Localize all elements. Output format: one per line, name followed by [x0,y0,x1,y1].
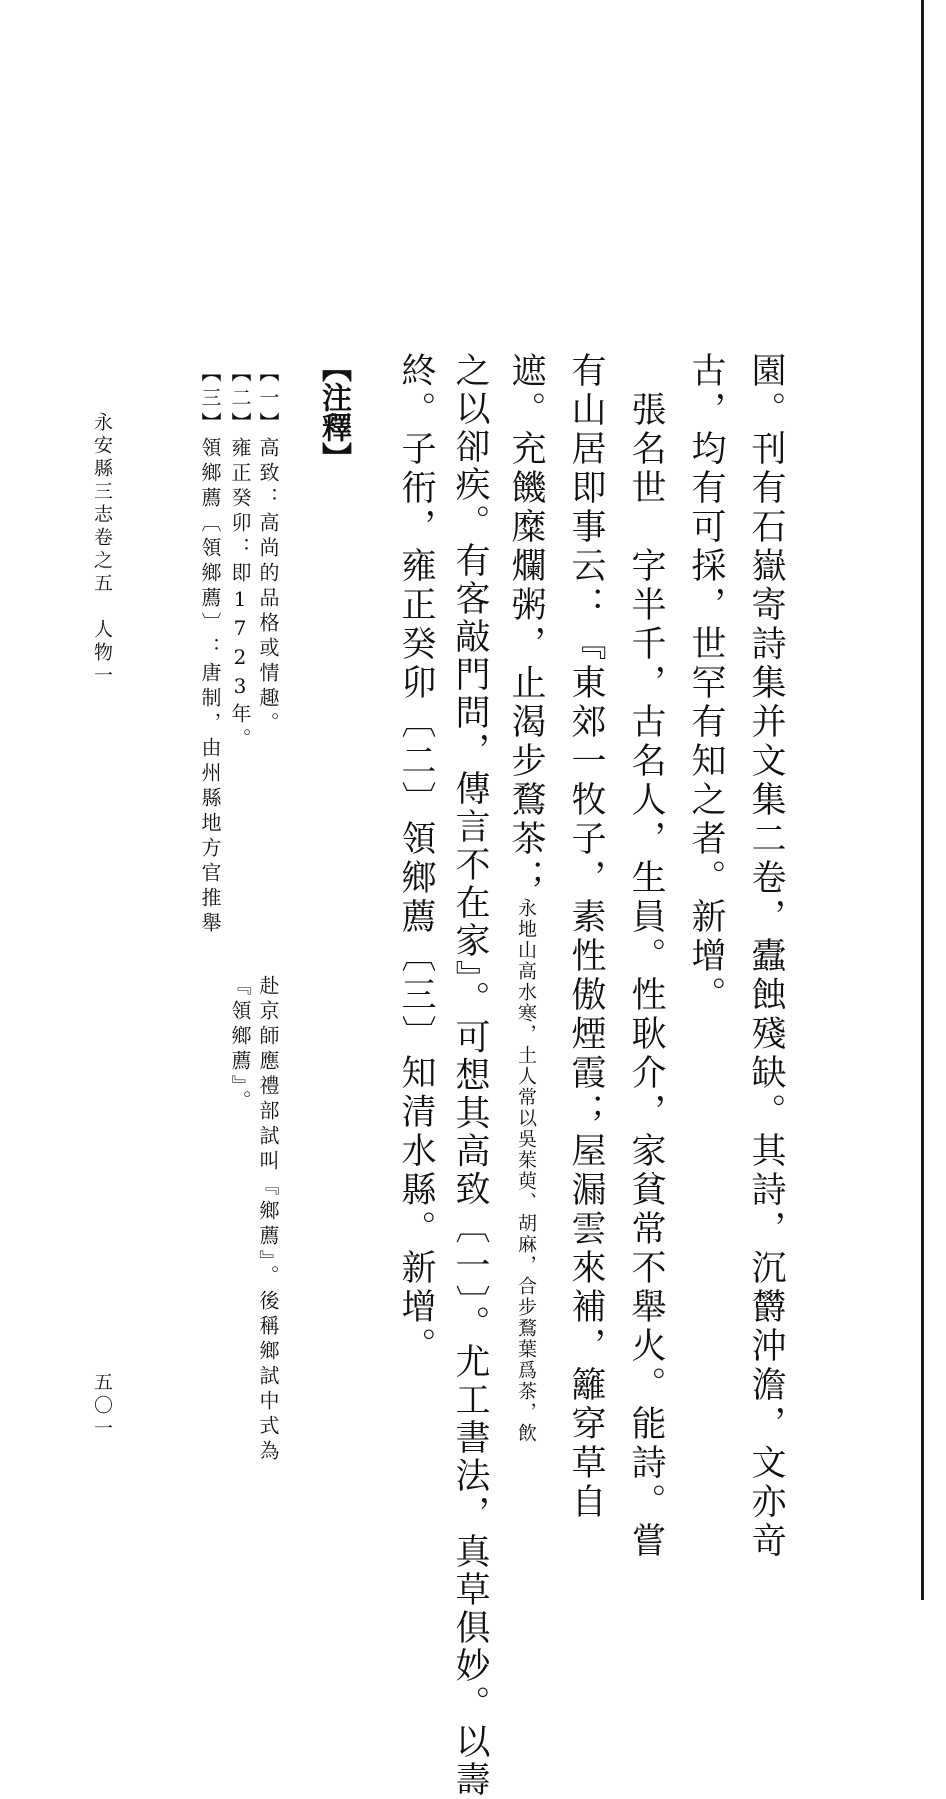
note-item-1: 【一】高致：高尚的品格或情趣。 [256,362,280,737]
note-item-3: 【三】領鄉薦〔領鄉薦〕：唐制，由州縣地方官推舉 [198,362,222,937]
main-text-column-2: 古，均有可採，世罕有知之者。新增。 [686,352,726,1015]
main-text-column-1: 園。刊有石嶽寄詩集并文集二卷，蠹蝕殘缺。其詩，沉欝沖澹，文亦竒 [746,352,786,1561]
page-edge-line [921,0,924,1600]
note-continuation-2: 『領鄉薦』。 [228,975,252,1115]
page-number: 五〇一 [91,1372,113,1441]
main-text-column-5 [506,352,546,1444]
main-text-column-4: 有山居即事云：『東郊一牧子，素性傲煙霞；屋漏雲來補，籬穿草自 [566,352,606,1522]
main-text-column-3: 張名世 字半千，古名人，生員。性耿介，家貧常不舉火。能詩。嘗 [626,352,666,1561]
main-text-column-6-text: 之以卻疾。有客敲門問，傳言不在家』。可想其高致〔一〕。尤工書法，真草俱妙。以壽 [450,352,490,1799]
running-title: 永安縣三志卷之五 人物一 [91,412,113,688]
notes-heading: 【注釋】 [316,352,351,472]
main-text-column-7: 終。子衎，雍正癸卯〔二〕領鄉薦〔三〕知清水縣。新增。 [396,352,436,1366]
note-continuation-1: 赴京師應禮部試叫『鄉薦』。後稱鄉試中式為 [256,975,280,1465]
main-text-column-5-text: 遮。充饑糜爛粥，止渴步鶩茶； [506,352,546,898]
main-text-column-6 [450,352,490,1799]
note-item-2: 【二】雍正癸卯：即1723年。 [228,362,252,753]
inline-annotation: 永地山高水寒，土人常以吳茱萸、胡麻，合步鶩葉爲茶，飲 [515,898,537,1444]
